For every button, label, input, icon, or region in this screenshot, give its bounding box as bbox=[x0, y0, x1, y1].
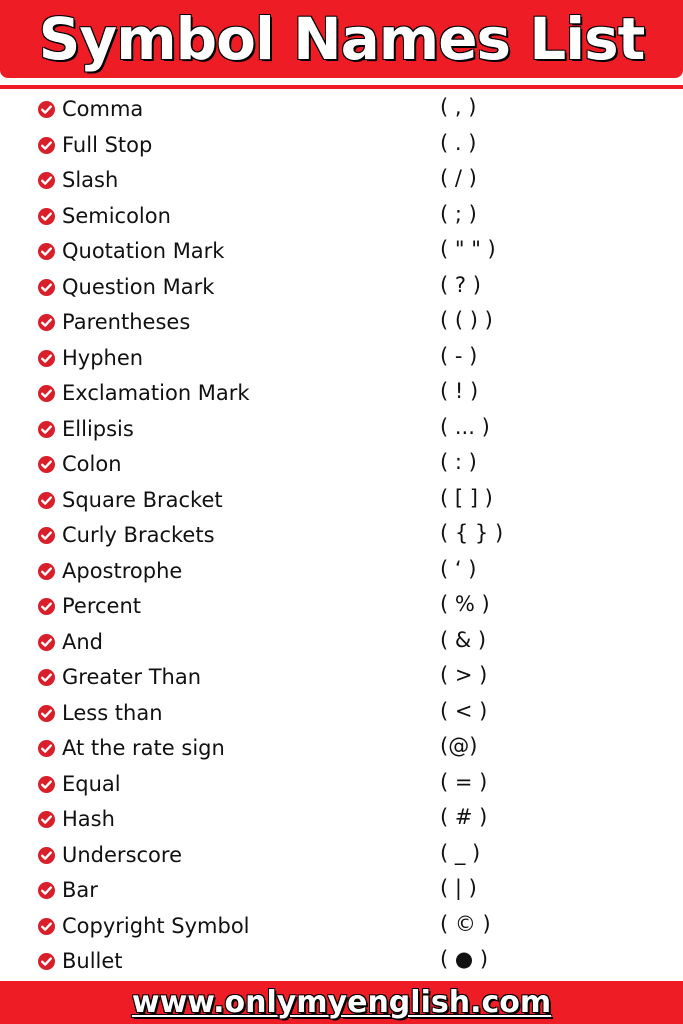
check-circle-icon bbox=[38, 385, 55, 402]
symbol-glyph: ( ; ) bbox=[440, 201, 477, 226]
symbol-glyph: ( ? ) bbox=[440, 272, 481, 297]
symbol-glyph: ( [ ] ) bbox=[440, 485, 493, 510]
symbol-name: Bar bbox=[62, 878, 98, 902]
list-item bbox=[0, 660, 683, 696]
symbol-name: Ellipsis bbox=[62, 416, 134, 441]
list-item bbox=[0, 376, 683, 412]
list-item bbox=[0, 802, 683, 838]
list-item bbox=[0, 873, 683, 909]
check-circle-icon bbox=[38, 279, 55, 296]
check-circle-icon bbox=[38, 953, 55, 970]
list-item bbox=[0, 447, 683, 483]
symbol-glyph: ( / ) bbox=[440, 166, 477, 190]
symbol-glyph: ( > ) bbox=[440, 663, 488, 687]
symbol-name: Bullet bbox=[62, 949, 123, 973]
list-item bbox=[0, 305, 683, 341]
symbol-list bbox=[0, 92, 683, 980]
symbol-glyph: ( © ) bbox=[440, 911, 491, 936]
list-item bbox=[0, 731, 683, 767]
check-circle-icon bbox=[38, 705, 55, 722]
list-item bbox=[0, 341, 683, 377]
list-item bbox=[0, 696, 683, 732]
symbol-name: Copyright Symbol bbox=[62, 913, 250, 938]
symbol-glyph: ( _ ) bbox=[440, 840, 481, 865]
list-item bbox=[0, 199, 683, 235]
list-item bbox=[0, 163, 683, 199]
symbol-glyph: (@) bbox=[440, 734, 478, 758]
check-circle-icon bbox=[38, 421, 55, 438]
check-circle-icon bbox=[38, 918, 55, 935]
symbol-name: Exclamation Mark bbox=[62, 381, 250, 405]
footer-website-link[interactable]: www.onlymyenglish.com bbox=[131, 985, 552, 1020]
symbol-glyph: ( ( ) ) bbox=[440, 308, 493, 332]
symbol-glyph: ( < ) bbox=[440, 698, 488, 723]
check-circle-icon bbox=[38, 137, 55, 154]
symbol-glyph: ( . ) bbox=[440, 130, 477, 155]
symbol-glyph: ( { } ) bbox=[440, 521, 504, 545]
symbol-glyph: ( & ) bbox=[440, 627, 487, 652]
check-circle-icon bbox=[38, 172, 55, 189]
list-item bbox=[0, 412, 683, 448]
symbol-name: Apostrophe bbox=[62, 558, 183, 583]
symbol-name: Less than bbox=[62, 700, 163, 725]
list-item bbox=[0, 625, 683, 661]
symbol-name: Comma bbox=[62, 97, 144, 121]
symbol-glyph: ( # ) bbox=[440, 805, 488, 829]
symbol-name: At the rate sign bbox=[62, 736, 225, 760]
list-item bbox=[0, 270, 683, 306]
page-title: Symbol Names List bbox=[38, 5, 645, 73]
symbol-name: And bbox=[62, 629, 104, 654]
symbol-glyph: ( = ) bbox=[440, 769, 488, 794]
symbol-name: Square Bracket bbox=[62, 487, 223, 512]
check-circle-icon bbox=[38, 492, 55, 509]
symbol-glyph: ( - ) bbox=[440, 343, 478, 368]
symbol-name: Quotation Mark bbox=[62, 239, 225, 263]
check-circle-icon bbox=[38, 243, 55, 260]
symbol-name: Question Mark bbox=[62, 274, 215, 299]
symbol-glyph: ( | ) bbox=[440, 876, 477, 900]
symbol-glyph: ( , ) bbox=[440, 95, 477, 119]
symbol-name: Underscore bbox=[62, 842, 182, 867]
symbol-glyph: ( ● ) bbox=[440, 947, 489, 971]
check-circle-icon bbox=[38, 101, 55, 118]
symbol-glyph: ( " " ) bbox=[440, 237, 496, 261]
symbol-name: Percent bbox=[62, 594, 142, 618]
check-circle-icon bbox=[38, 456, 55, 473]
check-circle-icon bbox=[38, 776, 55, 793]
check-circle-icon bbox=[38, 208, 55, 225]
check-circle-icon bbox=[38, 527, 55, 544]
symbol-glyph: ( % ) bbox=[440, 592, 490, 616]
check-circle-icon bbox=[38, 634, 55, 651]
title-underline-rule bbox=[0, 85, 683, 89]
list-item bbox=[0, 944, 683, 980]
symbol-name: Hash bbox=[62, 807, 115, 831]
check-circle-icon bbox=[38, 669, 55, 686]
symbol-name: Slash bbox=[62, 168, 119, 192]
symbol-name: Semicolon bbox=[62, 203, 171, 228]
symbol-name: Curly Brackets bbox=[62, 523, 215, 547]
symbol-name: Hyphen bbox=[62, 345, 144, 370]
list-item bbox=[0, 838, 683, 874]
check-circle-icon bbox=[38, 811, 55, 828]
check-circle-icon bbox=[38, 740, 55, 757]
symbol-glyph: ( ! ) bbox=[440, 379, 479, 403]
list-item bbox=[0, 518, 683, 554]
check-circle-icon bbox=[38, 350, 55, 367]
check-circle-icon bbox=[38, 314, 55, 331]
symbol-name: Parentheses bbox=[62, 310, 191, 334]
list-item bbox=[0, 483, 683, 519]
symbol-glyph: ( ... ) bbox=[440, 414, 490, 439]
list-item bbox=[0, 92, 683, 128]
title-banner bbox=[0, 0, 683, 78]
footer-banner bbox=[0, 981, 683, 1024]
symbol-name: Greater Than bbox=[62, 665, 202, 689]
symbol-name: Full Stop bbox=[62, 132, 153, 157]
check-circle-icon bbox=[38, 598, 55, 615]
list-item bbox=[0, 128, 683, 164]
symbol-name: Equal bbox=[62, 771, 121, 796]
symbol-glyph: ( : ) bbox=[440, 450, 477, 474]
list-item bbox=[0, 554, 683, 590]
check-circle-icon bbox=[38, 563, 55, 580]
check-circle-icon bbox=[38, 882, 55, 899]
list-item bbox=[0, 767, 683, 803]
list-item bbox=[0, 234, 683, 270]
symbol-glyph: ( ‘ ) bbox=[440, 556, 477, 581]
symbol-name: Colon bbox=[62, 452, 122, 476]
list-item bbox=[0, 589, 683, 625]
check-circle-icon bbox=[38, 847, 55, 864]
list-item bbox=[0, 909, 683, 945]
